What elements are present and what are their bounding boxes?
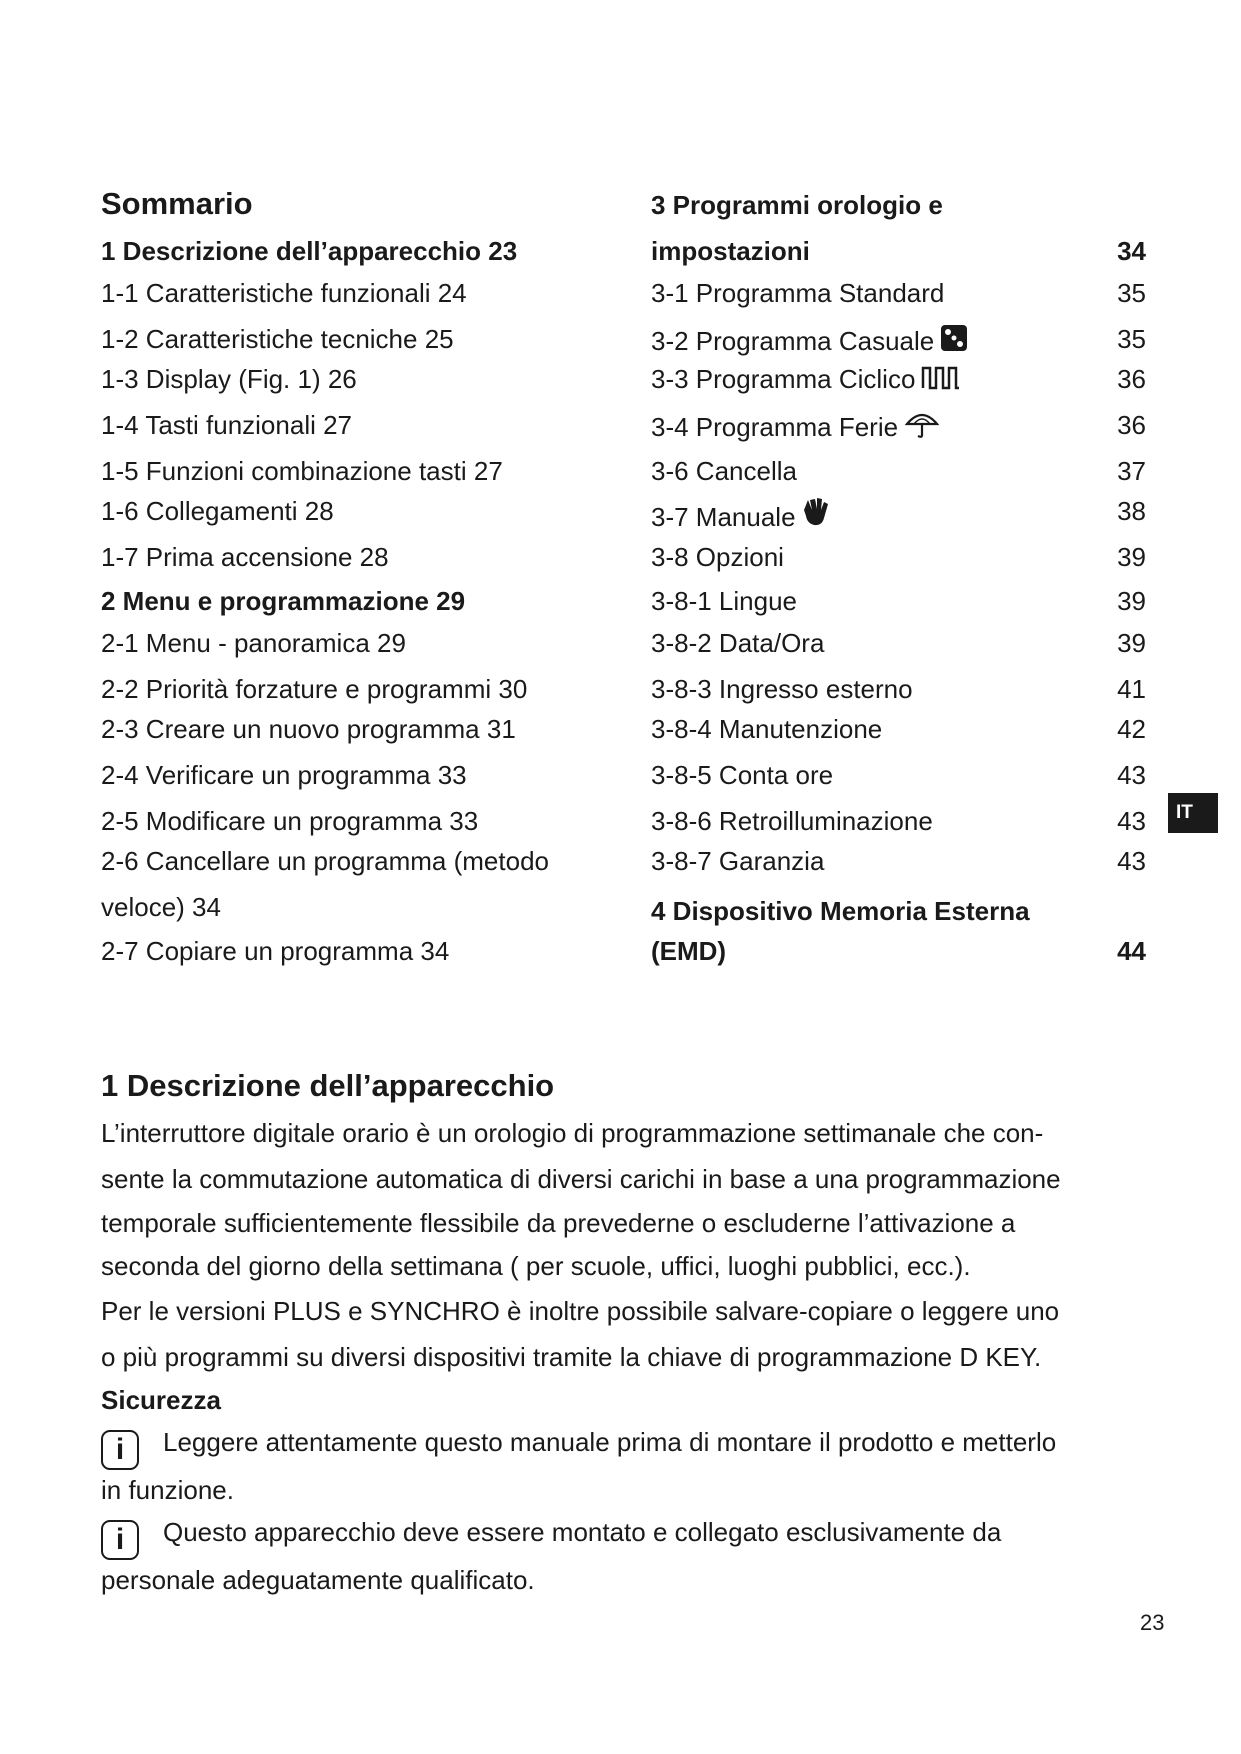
toc-entry-label: impostazioni [651,236,810,266]
text-line: L’interruttore digitale orario è un orologio di programmazione settimanale che con- [101,1118,1044,1148]
dice-icon [940,324,968,359]
toc-entry-label: 3-8 Opzioni [651,542,784,572]
umbrella-icon [904,410,940,445]
toc-entry: 1-6 Collegamenti 28 [101,496,334,526]
text-line: Leggere attentamente questo manuale prima di montare il prodotto e metterlo [163,1427,1057,1457]
safety-note-1 [101,1420,1151,1470]
toc-entry-label: 3-8-1 Lingue [651,586,797,616]
text-line: in funzione. [101,1475,234,1505]
text-line: sente la commutazione automatica di diversi carichi in base a una programmazione [101,1164,1061,1194]
toc-entry-label: 3-2 Programma Casuale [651,326,935,356]
toc-entry: 1-1 Caratteristiche funzionali 24 [101,278,467,308]
toc-entry [651,364,961,397]
toc-entry: 2-4 Verificare un programma 33 [101,760,467,790]
info-icon: i [101,1520,139,1560]
toc-entry-label: 3-8-6 Retroilluminazione [651,806,933,836]
toc-entry-label: 3-8-2 Data/Ora [651,628,825,658]
toc-entry [651,496,832,535]
toc-entry [651,278,944,309]
summary-title: Sommario [101,186,253,221]
toc-page-number: 36 [1117,410,1146,440]
toc-page-number: 37 [1117,456,1146,486]
toc-section-entry: 1 Descrizione dell’apparecchio 23 [101,236,518,266]
toc-entry [651,760,833,791]
toc-section-entry [651,236,810,267]
toc-page-number: 43 [1117,846,1146,876]
toc-page-number: 36 [1117,364,1146,394]
toc-entry: 2-5 Modificare un programma 33 [101,806,479,836]
text-line: Questo apparecchio deve essere montato e collegato esclusivamente da [163,1517,1002,1547]
toc-page-number: 34 [1117,236,1146,266]
section-heading: 1 Descrizione dell’apparecchio [101,1068,555,1103]
toc-page-number: 42 [1117,714,1146,744]
text-line: personale adeguatamente qualificato. [101,1565,535,1595]
toc-entry [651,586,797,617]
toc-page-number: 41 [1117,674,1146,704]
toc-page-number: 39 [1117,586,1146,616]
toc-entry [651,542,784,573]
toc-entry: 1-2 Caratteristiche tecniche 25 [101,324,454,354]
toc-entry-label: 3-1 Programma Standard [651,278,945,308]
toc-entry-label: 3-8-3 Ingresso esterno [651,674,913,704]
toc-entry [651,806,933,837]
toc-entry: 1-4 Tasti funzionali 27 [101,410,353,440]
toc-page-number: 43 [1117,806,1146,836]
safety-title: Sicurezza [101,1385,221,1415]
toc-entry: 2-1 Menu - panoramica 29 [101,628,406,658]
toc-entry-label: 3-8-4 Manutenzione [651,714,883,744]
toc-page-number: 38 [1117,496,1146,526]
toc-entry: 2-3 Creare un nuovo programma 31 [101,714,516,744]
toc-page-number: 35 [1117,324,1146,354]
toc-page-number: 35 [1117,278,1146,308]
text-line: o più programmi su diversi dispositivi tramite la chiave di programmazione D KEY. [101,1342,1042,1372]
safety-note-2 [101,1510,1151,1560]
toc-entry [651,628,824,659]
toc-entry-label: 3-8-5 Conta ore [651,760,834,790]
toc-entry: 2-7 Copiare un programma 34 [101,936,450,966]
toc-entry [651,714,882,745]
toc-entry: 2-2 Priorità forzature e programmi 30 [101,674,528,704]
toc-entry-label: (EMD) [651,936,727,966]
toc-entry [651,324,968,359]
text-line: temporale sufficientemente flessibile da prevederne o escluderne l’attivazione a [101,1208,1016,1238]
info-icon: i [101,1430,139,1470]
toc-entry [651,846,824,877]
language-tab: IT [1168,793,1218,833]
toc-entry [651,674,913,705]
toc-entry-label: 4 Dispositivo Memoria Esterna [651,896,1030,926]
toc-page-number: 39 [1117,628,1146,658]
cycle-wave-icon [921,364,961,397]
toc-entry: 2-6 Cancellare un programma (metodo [101,846,549,876]
toc-section-entry [651,936,726,967]
toc-entry: 1-5 Funzioni combinazione tasti 27 [101,456,503,486]
toc-section-entry: 2 Menu e programmazione 29 [101,586,466,616]
toc-entry [651,410,940,445]
toc-entry [651,456,797,487]
toc-entry-label: 3-4 Programma Ferie [651,412,899,442]
text-line: seconda del giorno della settimana ( per scuole, uffici, luoghi pubblici, ecc.). [101,1251,971,1281]
toc-entry: 1-3 Display (Fig. 1) 26 [101,364,357,394]
toc-page-number: 39 [1117,542,1146,572]
toc-page-number: 44 [1117,936,1146,966]
toc-entry: veloce) 34 [101,892,221,922]
toc-section-entry [651,896,1030,927]
description-body [101,1110,1151,1600]
toc-entry-label: 3-7 Manuale [651,502,796,532]
toc-entry: 1-7 Prima accensione 28 [101,542,389,572]
page-number: 23 [1140,1610,1165,1635]
toc-entry-label: 3 Programmi orologio e [651,190,943,220]
toc-entry-label: 3-6 Cancella [651,456,797,486]
toc-section-entry [651,190,943,221]
hand-icon [802,496,832,535]
text-line: Per le versioni PLUS e SYNCHRO è inoltre possibile salvare-copiare o leggere uno [101,1296,1060,1326]
toc-page-number: 43 [1117,760,1146,790]
toc-entry-label: 3-3 Programma Ciclico [651,364,916,394]
toc-entry-label: 3-8-7 Garanzia [651,846,825,876]
